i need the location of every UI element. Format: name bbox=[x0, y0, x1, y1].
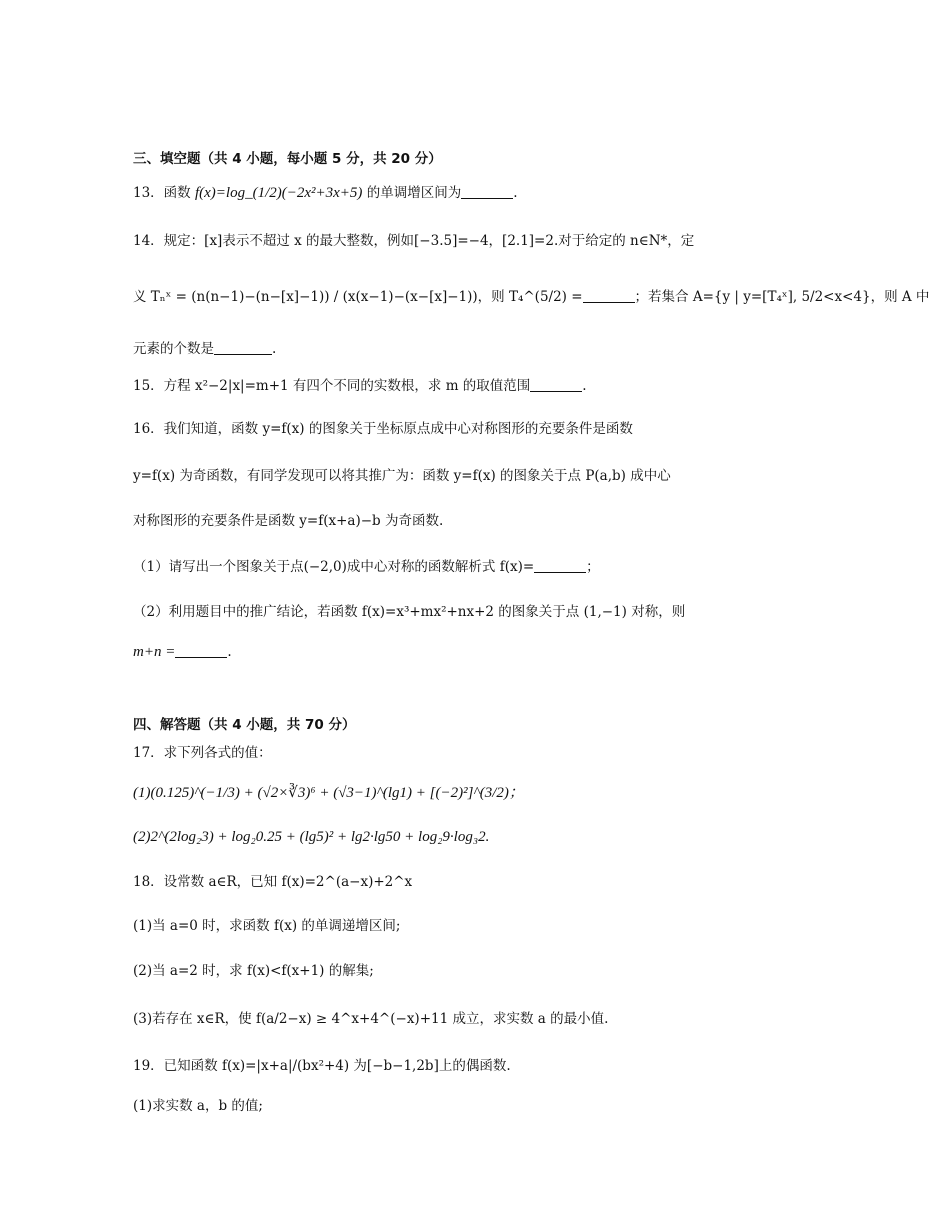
question-17-part2: (2)2^(2log₂3) + log₂0.25 + (lg5)² + lg2·lg50 + log₂9·log₃2. bbox=[133, 829, 490, 845]
q13-pre: 13．函数 bbox=[133, 185, 191, 201]
q13-answer-blank[interactable] bbox=[461, 184, 513, 199]
q16-answer-blank-2[interactable] bbox=[175, 643, 227, 658]
question-14-line2: 义 Tₙˣ = (n(n−1)−(n−[x]−1)) / (x(x−1)−(x−[x]−1))，则 T₄^(5/2) = ；若集合 A={y | y=[T₄ˣ], 5/2<x<4}，则 A 中 bbox=[133, 289, 929, 305]
question-16-part1: （1）请写出一个图象关于点(−2,0)成中心对称的函数解析式 f(x)= ； bbox=[133, 559, 600, 575]
question-13: 13．函数 f(x)=log_(1/2)(−2x²+3x+5) 的单调增区间为 . bbox=[133, 185, 518, 201]
q16-answer-blank-1[interactable] bbox=[534, 558, 586, 573]
q13-formula: f(x)=log_(1/2)(−2x²+3x+5) bbox=[194, 185, 363, 201]
question-16-line1: 16．我们知道，函数 y=f(x) 的图象关于坐标原点成中心对称图形的充要条件是函数 bbox=[133, 421, 633, 437]
question-14-line3: 元素的个数是 . bbox=[133, 341, 277, 357]
question-14-line1: 14．规定：[x]表示不超过 x 的最大整数，例如[−3.5]=−4，[2.1]=2.对于给定的 n∈N*，定 bbox=[133, 233, 695, 249]
question-19-title: 19．已知函数 f(x)=|x+a|/(bx²+4) 为[−b−1,2b]上的偶函数. bbox=[133, 1058, 511, 1074]
question-17-title: 17．求下列各式的值： bbox=[133, 745, 272, 761]
q13-post: 的单调增区间为 bbox=[366, 185, 462, 201]
question-15: 15．方程 x²−2|x|=m+1 有四个不同的实数根，求 m 的取值范围 . bbox=[133, 378, 587, 394]
section4-heading: 四、解答题（共 4 小题，共 70 分） bbox=[133, 717, 356, 733]
question-18-part1: (1)当 a=0 时，求函数 f(x) 的单调递增区间; bbox=[133, 918, 401, 934]
question-16-part2: （2）利用题目中的推广结论，若函数 f(x)=x³+mx²+nx+2 的图象关于点 (1,−1) 对称，则 bbox=[133, 604, 686, 620]
question-19-part1: (1)求实数 a，b 的值; bbox=[133, 1098, 263, 1114]
q14-answer-blank-2[interactable] bbox=[214, 340, 272, 355]
question-18-title: 18．设常数 a∈R，已知 f(x)=2^(a−x)+2^x bbox=[133, 874, 413, 890]
question-16-line2: y=f(x) 为奇函数，有同学发现可以将其推广为：函数 y=f(x) 的图象关于点 P(a,b) 成中心 bbox=[133, 468, 671, 484]
question-18-part2: (2)当 a=2 时，求 f(x)<f(x+1) 的解集; bbox=[133, 963, 374, 979]
question-16-line3: 对称图形的充要条件是函数 y=f(x+a)−b 为奇函数. bbox=[133, 513, 444, 529]
q14-answer-blank-1[interactable] bbox=[583, 288, 635, 303]
question-17-part1: (1)(0.125)^(−1/3) + (√2×∛3)⁶ + (√3−1)^(lg1) + [(−2)²]^(3/2)； bbox=[133, 785, 524, 801]
q15-answer-blank[interactable] bbox=[530, 377, 582, 392]
question-18-part3: (3)若存在 x∈R，使 f(a/2−x) ≥ 4^x+4^(−x)+11 成立，求实数 a 的最小值. bbox=[133, 1011, 609, 1027]
question-16-part2b: m+n = . bbox=[133, 644, 232, 660]
section3-heading: 三、填空题（共 4 小题，每小题 5 分，共 20 分） bbox=[133, 151, 442, 167]
